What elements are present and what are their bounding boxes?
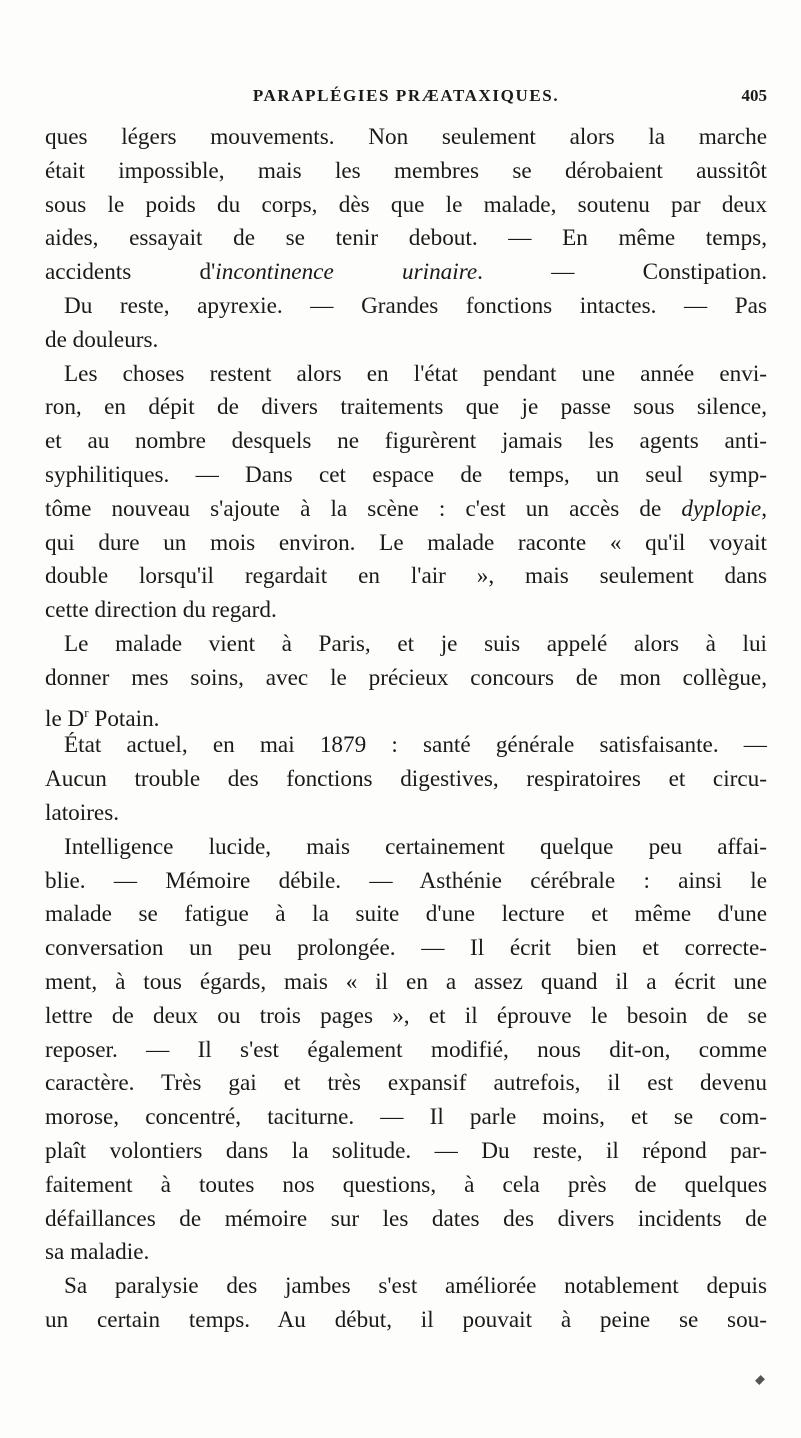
text-line	[45, 391, 767, 425]
text-line	[45, 1304, 767, 1338]
italic-text: dyplopie	[681, 495, 762, 522]
text-line	[45, 729, 767, 763]
text-line	[45, 155, 767, 189]
body-text	[45, 121, 767, 1338]
text-line	[45, 527, 767, 561]
text-line	[45, 831, 767, 865]
text-segment: tôme nouveau s'ajoute à la scène : c'est un accès de	[45, 495, 682, 522]
text-line	[45, 898, 767, 932]
italic-text: incontinence urinaire	[215, 259, 478, 286]
running-title: PARAPLÉGIES PRÆATAXIQUES.	[252, 86, 560, 105]
text-segment: Potain.	[88, 705, 160, 732]
text-segment: sa maladie.	[45, 1239, 150, 1266]
superscript-text: r	[84, 704, 89, 720]
text-line	[45, 459, 767, 493]
running-head	[45, 86, 767, 114]
text-line	[45, 1101, 767, 1135]
text-segment: Le malade vient à Paris, et je suis appelé alors à lui	[64, 630, 767, 657]
text-segment: Les choses restent alors en l'état pendant une année envi-	[64, 360, 767, 387]
text-segment: accidents d'	[45, 259, 216, 286]
text-segment: et au nombre desquels ne figurèrent jamais les agents anti-	[45, 428, 767, 455]
text-line	[45, 1270, 767, 1304]
text-segment: syphilitiques. — Dans cet espace de temps, un seul symp-	[45, 461, 767, 488]
text-segment: . — Constipation.	[477, 259, 767, 286]
text-segment: était impossible, mais les membres se dérobaient aussitôt	[45, 157, 767, 184]
text-segment: Intelligence lucide, mais certainement quelque peu affai-	[64, 833, 767, 860]
text-segment: donner mes soins, avec le précieux concours de mon collègue,	[45, 664, 767, 691]
text-line	[45, 594, 767, 628]
text-segment: un certain temps. Au début, il pouvait à peine se sou-	[45, 1306, 767, 1333]
text-segment: morose, concentré, taciturne. — Il parle moins, et se com-	[45, 1104, 767, 1131]
text-segment: État actuel, en mai 1879 : santé générale satisfaisante. —	[64, 732, 767, 759]
text-segment: malade se fatigue à la suite d'une lecture et même d'une	[45, 901, 767, 928]
text-line	[45, 932, 767, 966]
text-line	[45, 1203, 767, 1237]
text-line	[45, 696, 767, 730]
text-line	[45, 1000, 767, 1034]
text-line	[45, 1034, 767, 1068]
text-line	[45, 1135, 767, 1169]
text-segment: double lorsqu'il regardait en l'air », mais seulement dans	[45, 563, 767, 590]
text-line	[45, 1169, 767, 1203]
text-line	[45, 560, 767, 594]
text-line	[45, 966, 767, 1000]
text-segment: de douleurs.	[45, 326, 159, 353]
text-line	[45, 1067, 767, 1101]
text-line	[45, 763, 767, 797]
text-segment: ment, à tous égards, mais « il en a assez quand il a écrit une	[45, 968, 767, 995]
text-line	[45, 256, 767, 290]
text-segment: Aucun trouble des fonctions digestives, respiratoires et circu-	[45, 766, 767, 793]
page-number: 405	[741, 86, 767, 105]
text-line	[45, 189, 767, 223]
text-segment: latoires.	[45, 799, 120, 826]
text-segment: aides, essayait de se tenir debout. — En même temps,	[45, 225, 767, 252]
text-line	[45, 290, 767, 324]
text-line	[45, 425, 767, 459]
text-line	[45, 662, 767, 696]
text-line	[45, 493, 767, 527]
text-segment: Du reste, apyrexie. — Grandes fonctions intactes. — Pas	[64, 292, 767, 319]
text-line	[45, 358, 767, 392]
text-segment: lettre de deux ou trois pages », et il éprouve le besoin de se	[45, 1002, 767, 1029]
text-line	[45, 797, 767, 831]
text-segment: ques légers mouvements. Non seulement alors la marche	[45, 124, 767, 150]
text-segment: caractère. Très gai et très expansif autrefois, il est devenu	[45, 1070, 767, 1097]
text-line	[45, 628, 767, 662]
text-line	[45, 121, 767, 155]
text-segment: qui dure un mois environ. Le malade raconte « qu'il voyait	[45, 529, 767, 556]
text-line	[45, 324, 767, 358]
text-segment: plaît volontiers dans la solitude. — Du reste, il répond par-	[45, 1137, 767, 1164]
text-segment: sous le poids du corps, dès que le malade, soutenu par deux	[45, 191, 767, 218]
text-segment: reposer. — Il s'est également modifié, nous dit-on, comme	[45, 1036, 767, 1063]
text-segment: le D	[45, 705, 85, 732]
text-segment: blie. — Mémoire débile. — Asthénie cérébrale : ainsi le	[45, 867, 767, 894]
text-segment: ron, en dépit de divers traitements que je passe sous silence,	[45, 394, 767, 421]
text-line	[45, 1236, 767, 1270]
text-line	[45, 865, 767, 899]
text-segment: défaillances de mémoire sur les dates des divers incidents de	[45, 1205, 767, 1232]
text-segment: conversation un peu prolongée. — Il écrit bien et correcte-	[45, 935, 767, 962]
text-segment: Sa paralysie des jambes s'est améliorée notablement depuis	[64, 1273, 767, 1300]
text-segment: ,	[761, 495, 767, 522]
text-segment: cette direction du regard.	[45, 597, 277, 624]
text-line	[45, 222, 767, 256]
text-segment: faitement à toutes nos questions, à cela près de quelques	[45, 1171, 767, 1198]
ink-speck-icon	[755, 1375, 765, 1385]
